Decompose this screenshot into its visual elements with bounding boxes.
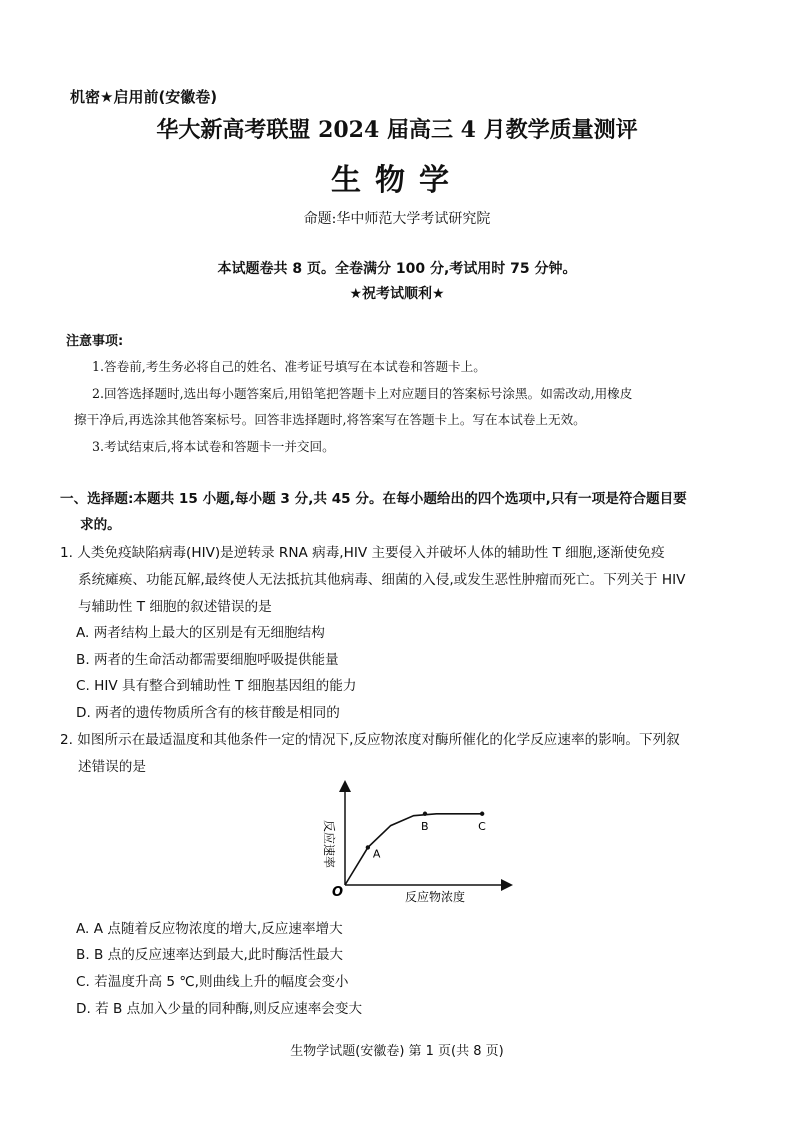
question-2-stem: 2. 如图所示在最适温度和其他条件一定的情况下,反应物浓度对酶所催化的化学反应速率的影响。下列叙 xyxy=(60,732,680,748)
confidential-label: 机密★启用前(安徽卷) xyxy=(70,88,218,106)
subject-title: 生物学 xyxy=(331,163,463,198)
rate-chart xyxy=(300,775,520,910)
question-1-stem: 与辅助性 T 细胞的叙述错误的是 xyxy=(78,599,272,615)
point-label-c: C xyxy=(478,819,486,833)
exam-title: 华大新高考联盟 2024 届高三 4 月教学质量测评 xyxy=(156,117,638,143)
notes-heading: 注意事项: xyxy=(66,334,124,349)
exam-info: 本试题卷共 8 页。全卷满分 100 分,考试用时 75 分钟。 xyxy=(217,261,577,277)
rate-curve xyxy=(345,814,482,885)
origin-label: O xyxy=(332,885,344,900)
question-1-stem: 1. 人类免疫缺陷病毒(HIV)是逆转录 RNA 病毒,HIV 主要侵入并破坏人体的辅助性 T 细胞,逐渐使免疫 xyxy=(60,545,665,561)
question-2-stem: 述错误的是 xyxy=(78,759,146,775)
question-2-option-d: D. 若 B 点加入少量的同种酶,则反应速率会变大 xyxy=(76,1001,363,1017)
question-1-option-c: C. HIV 具有整合到辅助性 T 细胞基因组的能力 xyxy=(76,678,357,694)
point-a xyxy=(366,845,370,849)
note-item: 1.答卷前,考生务必将自己的姓名、准考证号填写在本试卷和答题卡上。 xyxy=(92,359,486,374)
point-label-a: A xyxy=(372,847,381,861)
section-heading-cont: 求的。 xyxy=(80,517,121,533)
question-1-stem: 系统瘫痪、功能瓦解,最终使人无法抵抗其他病毒、细菌的入侵,或发生恶性肿瘤而死亡。下列关于 HIV xyxy=(78,572,686,588)
point-label-b: B xyxy=(421,819,429,833)
point-b xyxy=(423,812,427,816)
question-1-option-b: B. 两者的生命活动都需要细胞呼吸提供能量 xyxy=(76,652,339,668)
note-item: 擦干净后,再选涂其他答案标号。回答非选择题时,将答案写在答题卡上。写在本试卷上无效。 xyxy=(74,412,586,427)
page-footer: 生物学试题(安徽卷) 第 1 页(共 8 页) xyxy=(290,1044,504,1059)
point-c xyxy=(480,812,484,816)
question-2-option-a: A. A 点随着反应物浓度的增大,反应速率增大 xyxy=(76,921,343,937)
author-line: 命题:华中师范大学考试研究院 xyxy=(303,211,491,227)
question-1-option-d: D. 两者的遗传物质所含有的核苷酸是相同的 xyxy=(76,705,340,721)
x-axis-label: 反应物浓度 xyxy=(405,890,466,904)
question-1-option-a: A. 两者结构上最大的区别是有无细胞结构 xyxy=(76,625,325,641)
good-luck-line: ★祝考试顺利★ xyxy=(349,286,445,302)
question-2-option-b: B. B 点的反应速率达到最大,此时酶活性最大 xyxy=(76,947,344,963)
y-axis-label: 反应速率 xyxy=(322,820,336,869)
section-heading: 一、选择题:本题共 15 小题,每小题 3 分,共 45 分。在每小题给出的四个选项中,只有一项是符合题目要 xyxy=(60,491,687,507)
question-2-option-c: C. 若温度升高 5 ℃,则曲线上升的幅度会变小 xyxy=(76,974,349,990)
note-item: 3.考试结束后,将本试卷和答题卡一并交回。 xyxy=(92,439,335,454)
note-item: 2.回答选择题时,选出每小题答案后,用铅笔把答题卡上对应题目的答案标号涂黑。如需改动,用橡皮 xyxy=(92,386,633,401)
